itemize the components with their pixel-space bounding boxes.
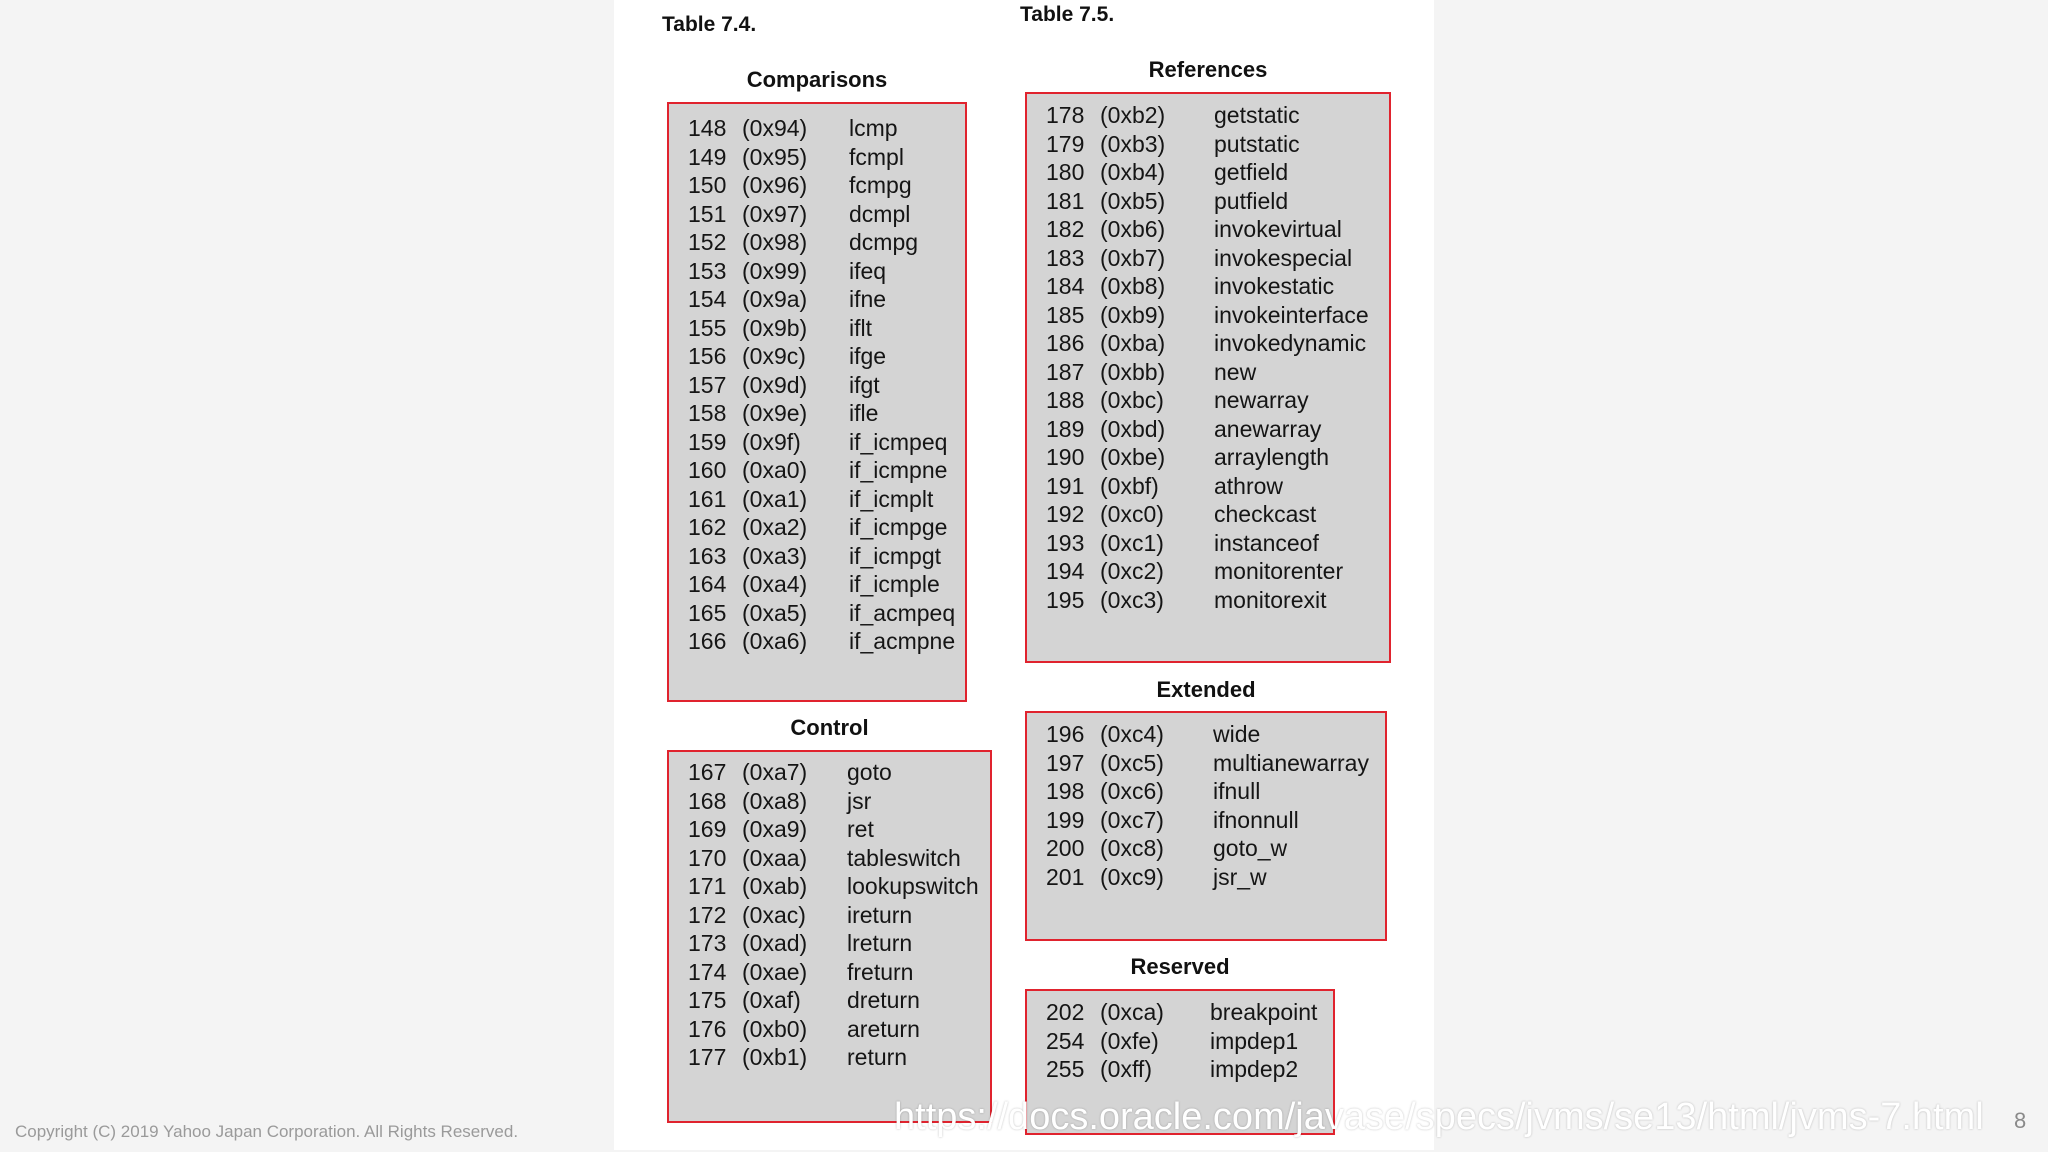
opcode-number: 179 [1046,130,1085,157]
opcode-hex: (0xbd) [1100,415,1166,442]
opcode-number: 150 [688,172,727,198]
opcode-hex: (0xc7) [1100,806,1164,833]
opcode-mnemonic: if_icmpgt [849,542,942,569]
page-number: 8 [2014,1108,2027,1133]
opcode-hex: (0xaf) [742,987,801,1013]
opcode-hex: (0xa5) [742,599,808,626]
opcode-mnemonic: newarray [1214,387,1309,413]
opcode-hex: (0xad) [742,930,808,956]
reserved-heading: Reserved [1130,954,1230,979]
source-url-link[interactable]: https://docs.oracle.com/javase/specs/jvms/se13/html/jvms-7.html [894,1096,1984,1138]
opcode-mnemonic: ret [847,816,874,842]
opcode-number: 148 [688,115,727,141]
opcode-hex: (0x94) [742,115,808,141]
opcode-number: 174 [688,958,727,985]
opcode-number: 197 [1046,749,1085,776]
opcode-hex: (0xb4) [1100,159,1166,185]
opcode-hex: (0xa2) [742,514,808,540]
opcode-mnemonic: getstatic [1214,102,1300,128]
opcode-number: 254 [1046,1027,1085,1054]
opcode-mnemonic: freturn [847,958,914,985]
opcode-number: 151 [688,200,727,227]
control-box [667,750,992,1123]
opcode-number: 175 [688,987,727,1013]
opcode-mnemonic: new [1214,358,1257,385]
opcode-mnemonic: if_acmpeq [849,599,956,626]
opcode-hex: (0xba) [1100,330,1166,356]
opcode-hex: (0x9a) [742,286,808,312]
opcode-mnemonic: putstatic [1214,130,1300,157]
opcode-hex: (0xff) [1100,1056,1152,1082]
opcode-mnemonic: if_acmpne [849,628,956,654]
opcode-hex: (0xfe) [1100,1027,1159,1054]
opcode-number: 171 [688,873,727,899]
opcode-hex: (0xaa) [742,844,808,871]
table-7-4-caption: Table 7.4. [662,13,757,36]
opcode-mnemonic: ifnull [1213,778,1261,804]
opcode-hex: (0xa7) [742,759,808,785]
opcode-hex: (0xc4) [1100,721,1164,747]
opcode-number: 155 [688,314,727,341]
opcode-number: 193 [1046,529,1085,556]
opcode-hex: (0x95) [742,143,808,170]
opcode-number: 194 [1046,558,1085,584]
extended-box [1025,711,1387,941]
opcode-number: 192 [1046,501,1085,527]
opcode-mnemonic: ifle [849,400,879,426]
opcode-mnemonic: dreturn [847,987,920,1013]
opcode-number: 184 [1046,273,1085,299]
opcode-hex: (0xb5) [1100,187,1166,214]
opcode-number: 149 [688,143,727,170]
opcode-mnemonic: impdep2 [1210,1056,1299,1082]
opcode-hex: (0xc8) [1100,835,1164,861]
opcode-mnemonic: jsr [847,787,872,814]
opcode-hex: (0xc2) [1100,558,1164,584]
opcode-mnemonic: instanceof [1214,529,1319,556]
opcode-mnemonic: invokeinterface [1214,301,1369,328]
opcode-number: 198 [1046,778,1085,804]
opcode-number: 255 [1046,1056,1085,1082]
opcode-number: 186 [1046,330,1085,356]
opcode-hex: (0x9e) [742,400,808,426]
scanned-table-page [614,0,1434,1150]
opcode-hex: (0xb0) [742,1015,808,1042]
control-heading: Control [790,715,869,740]
copyright-footer: Copyright (C) 2019 Yahoo Japan Corporation. All Rights Reserved. [15,1122,519,1141]
opcode-hex: (0xa6) [742,628,808,654]
opcode-number: 202 [1046,999,1085,1025]
opcode-hex: (0xca) [1100,999,1164,1025]
opcode-hex: (0xb2) [1100,102,1166,128]
opcode-hex: (0x9d) [742,371,808,398]
opcode-hex: (0xbc) [1100,387,1164,413]
opcode-number: 162 [688,514,727,540]
opcode-number: 153 [688,257,727,284]
opcode-mnemonic: ireturn [847,901,913,928]
opcode-hex: (0xae) [742,958,808,985]
opcode-hex: (0x97) [742,200,808,227]
opcode-hex: (0xb7) [1100,244,1166,271]
opcode-mnemonic: if_icmple [849,571,940,597]
opcode-mnemonic: ifge [849,343,887,369]
opcode-number: 191 [1046,472,1085,499]
opcode-mnemonic: ifgt [849,371,880,398]
references-box [1025,92,1391,663]
opcode-mnemonic: invokestatic [1214,273,1335,299]
opcode-number: 154 [688,286,727,312]
opcode-hex: (0xbb) [1100,358,1166,385]
opcode-number: 178 [1046,102,1085,128]
opcode-mnemonic: dcmpg [849,229,919,255]
opcode-mnemonic: breakpoint [1210,999,1318,1025]
opcode-hex: (0xb1) [742,1044,808,1070]
opcode-mnemonic: ifeq [849,257,887,284]
opcode-hex: (0x99) [742,257,808,284]
opcode-hex: (0xb6) [1100,216,1166,242]
opcode-hex: (0xa3) [742,542,808,569]
opcode-mnemonic: arraylength [1214,444,1330,470]
comparisons-heading: Comparisons [746,67,888,92]
opcode-number: 161 [688,485,727,512]
opcode-hex: (0xc0) [1100,501,1164,527]
opcode-hex: (0x9c) [742,343,806,369]
opcode-number: 185 [1046,301,1085,328]
opcode-mnemonic: invokedynamic [1214,330,1367,356]
opcode-hex: (0xab) [742,873,808,899]
opcode-hex: (0xb3) [1100,130,1166,157]
opcode-number: 182 [1046,216,1085,242]
opcode-number: 181 [1046,187,1085,214]
opcode-hex: (0xa1) [742,485,808,512]
opcode-number: 180 [1046,159,1085,185]
opcode-mnemonic: impdep1 [1210,1027,1299,1054]
opcode-mnemonic: monitorexit [1214,586,1327,613]
opcode-mnemonic: if_icmplt [849,485,934,512]
opcode-mnemonic: ifne [849,286,887,312]
opcode-mnemonic: if_icmpne [849,457,948,483]
opcode-mnemonic: jsr_w [1213,863,1267,890]
comparisons-box [667,102,967,702]
opcode-mnemonic: getfield [1214,159,1289,185]
opcode-hex: (0x9f) [742,428,801,455]
opcode-mnemonic: areturn [847,1015,920,1042]
opcode-hex: (0xa9) [742,816,808,842]
opcode-hex: (0xc5) [1100,749,1164,776]
opcode-number: 187 [1046,358,1085,385]
opcode-mnemonic: invokevirtual [1214,216,1342,242]
table-7-5-caption: Table 7.5. [1020,3,1115,26]
opcode-mnemonic: dcmpl [849,200,911,227]
opcode-number: 173 [688,930,727,956]
opcode-number: 158 [688,400,727,426]
opcode-number: 196 [1046,721,1085,747]
opcode-number: 164 [688,571,727,597]
opcode-number: 172 [688,901,727,928]
opcode-hex: (0xa4) [742,571,808,597]
opcode-number: 157 [688,371,727,398]
opcode-hex: (0xbe) [1100,444,1166,470]
opcode-hex: (0x9b) [742,314,808,341]
opcode-number: 163 [688,542,727,569]
opcode-mnemonic: if_icmpge [849,514,948,540]
opcode-hex: (0xc3) [1100,586,1164,613]
opcode-mnemonic: invokespecial [1214,244,1353,271]
opcode-mnemonic: checkcast [1214,501,1317,527]
opcode-hex: (0xc9) [1100,863,1164,890]
opcode-number: 190 [1046,444,1085,470]
opcode-mnemonic: goto [847,759,892,785]
opcode-hex: (0xb9) [1100,301,1166,328]
opcode-number: 176 [688,1015,727,1042]
opcode-mnemonic: fcmpg [849,172,912,198]
opcode-mnemonic: goto_w [1213,835,1288,861]
opcode-number: 199 [1046,806,1085,833]
opcode-number: 167 [688,759,727,785]
opcode-number: 168 [688,787,727,814]
opcode-hex: (0xa8) [742,787,808,814]
opcode-mnemonic: if_icmpeq [849,428,948,455]
opcode-number: 166 [688,628,727,654]
opcode-number: 188 [1046,387,1085,413]
opcode-hex: (0x98) [742,229,808,255]
opcode-number: 183 [1046,244,1085,271]
opcode-mnemonic: tableswitch [847,844,961,871]
opcode-mnemonic: multianewarray [1213,749,1369,776]
opcode-hex: (0xb8) [1100,273,1166,299]
opcode-number: 170 [688,844,727,871]
opcode-number: 169 [688,816,727,842]
opcode-mnemonic: putfield [1214,187,1289,214]
opcode-mnemonic: fcmpl [849,143,904,170]
opcode-mnemonic: wide [1213,721,1261,747]
opcode-number: 195 [1046,586,1085,613]
opcode-number: 189 [1046,415,1085,442]
opcode-mnemonic: iflt [849,314,872,341]
opcode-mnemonic: lookupswitch [847,873,979,899]
opcode-hex: (0xbf) [1100,472,1159,499]
opcode-mnemonic: ifnonnull [1213,806,1299,833]
opcode-hex: (0xc6) [1100,778,1164,804]
opcode-number: 152 [688,229,727,255]
opcode-hex: (0xc1) [1100,529,1164,556]
opcode-mnemonic: lcmp [849,115,898,141]
opcode-number: 156 [688,343,727,369]
opcode-hex: (0xac) [742,901,806,928]
opcode-number: 177 [688,1044,727,1070]
opcode-hex: (0x96) [742,172,808,198]
references-heading: References [1148,57,1268,82]
opcode-number: 159 [688,428,727,455]
opcode-number: 201 [1046,863,1085,890]
opcode-hex: (0xa0) [742,457,808,483]
opcode-mnemonic: anewarray [1214,415,1322,442]
opcode-mnemonic: lreturn [847,930,913,956]
extended-heading: Extended [1156,677,1256,702]
opcode-number: 160 [688,457,727,483]
opcode-mnemonic: return [847,1044,908,1070]
opcode-mnemonic: monitorenter [1214,558,1344,584]
opcode-number: 165 [688,599,727,626]
opcode-number: 200 [1046,835,1085,861]
opcode-mnemonic: athrow [1214,472,1284,499]
